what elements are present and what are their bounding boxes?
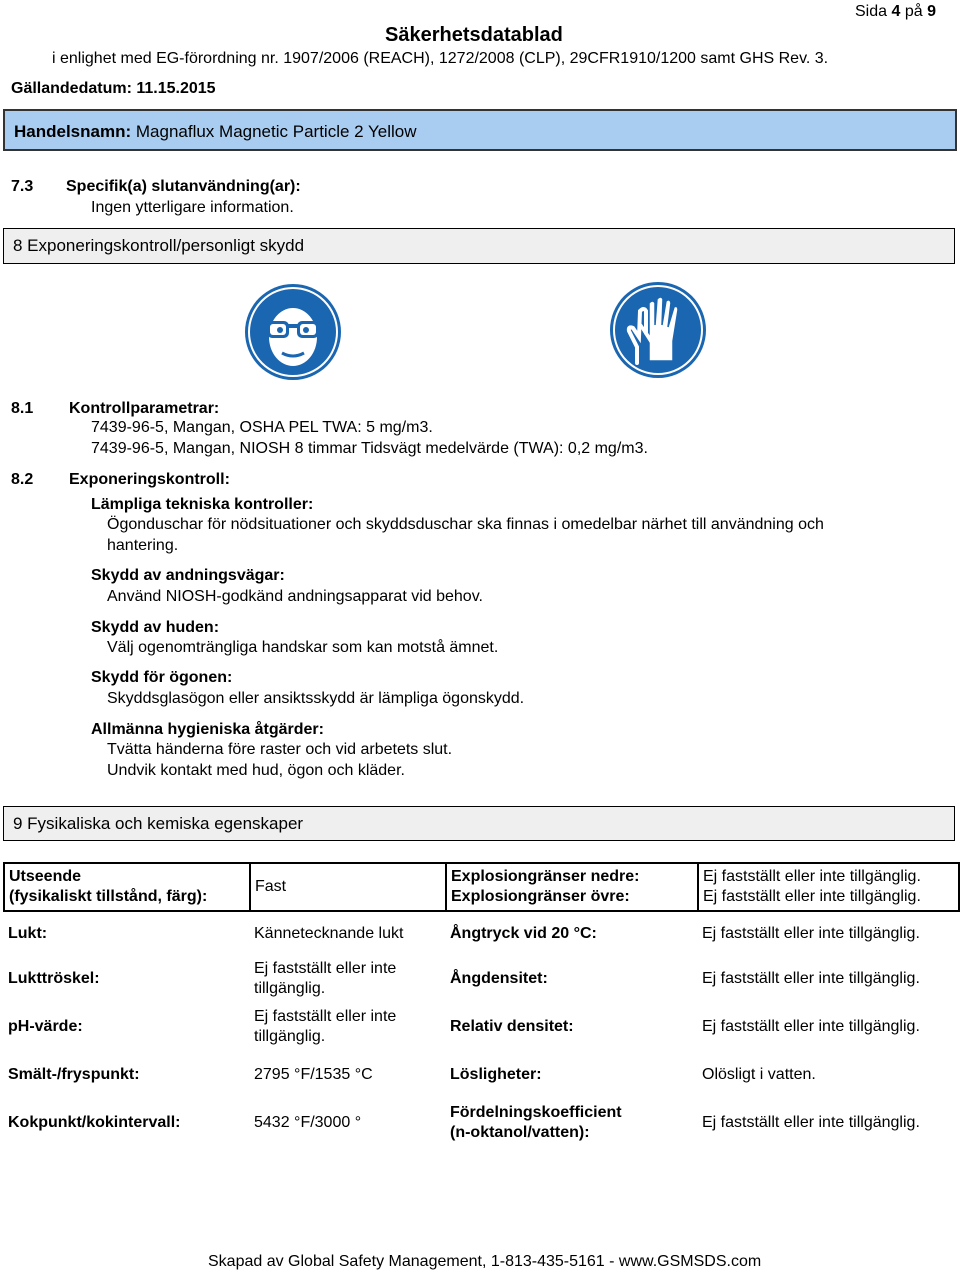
- partition-coefficient-value: Ej fastställt eller inte tillgänglig.: [702, 1114, 920, 1131]
- table-row: [4, 863, 959, 911]
- table-row: [4, 1051, 959, 1099]
- engineering-controls-title: Lämpliga tekniska kontroller:: [91, 496, 314, 513]
- page-total: 9: [927, 3, 936, 20]
- section-9-title: 9 Fysikaliska och kemiska egenskaper: [13, 814, 304, 833]
- section-8-header: [3, 228, 955, 264]
- vapor-density-label: Ångdensitet:: [450, 970, 548, 987]
- vapor-density-value: Ej fastställt eller inte tillgänglig.: [702, 970, 920, 987]
- appearance-label-line: Utseende: [9, 868, 82, 885]
- hygiene-text-cont: Undvik kontakt med hud, ögon och kläder.: [107, 762, 405, 779]
- vapor-pressure-label: Ångtryck vid 20 °C:: [450, 924, 597, 942]
- solubility-label: Lösligheter:: [450, 1066, 542, 1083]
- s7-3-text: Ingen ytterligare information.: [91, 199, 294, 216]
- protective-gloves-icon: [609, 281, 707, 379]
- partition-label-line: Fördelningskoefficient: [450, 1104, 622, 1121]
- ph-label: pH-värde:: [8, 1018, 83, 1035]
- table-row: [4, 1099, 959, 1147]
- odor-threshold-label: Lukttröskel:: [8, 970, 100, 987]
- s7-3-title: Specifik(a) slutanvändning(ar):: [66, 178, 301, 195]
- eye-protection-title: Skydd för ögonen:: [91, 669, 233, 686]
- regulation-line: i enlighet med EG-förordning nr. 1907/2006 (REACH), 1272/2008 (CLP), 29CFR1910/1200 samt GHS Rev. 3.: [52, 50, 829, 67]
- respiratory-title: Skydd av andningsvägar:: [91, 567, 285, 584]
- valid-date: [11, 80, 216, 98]
- partition-coefficient-label: [446, 1099, 698, 1147]
- valid-date-label: Gällandedatum:: [11, 80, 132, 97]
- table-row: [4, 911, 959, 955]
- page-current: 4: [891, 3, 901, 20]
- relative-density-label: Relativ densitet:: [450, 1018, 574, 1035]
- s8-1-title: Kontrollparametrar:: [69, 400, 220, 417]
- appearance-value: Fast: [250, 863, 446, 911]
- footer-text: Skapad av Global Safety Management, 1-813-435-5161 - www.GSMSDS.com: [208, 1253, 762, 1270]
- hygiene-title: Allmänna hygieniska åtgärder:: [91, 721, 324, 738]
- explosion-upper-value: Ej fastställt eller inte tillgänglig.: [703, 888, 921, 905]
- explosion-limits-label: [446, 863, 698, 911]
- s8-2-title: Exponeringskontroll:: [69, 471, 230, 488]
- odor-threshold-value: Ej fastställt eller inte tillgänglig.: [254, 960, 397, 997]
- trade-name-box: [3, 109, 957, 151]
- properties-table: [3, 862, 960, 1147]
- s8-2-number: 8.2: [11, 471, 34, 488]
- trade-name-value: Magnaflux Magnetic Particle 2 Yellow: [135, 122, 417, 141]
- explosion-limits-value: [698, 863, 959, 911]
- trade-name-label: Handelsnamn:: [14, 122, 132, 141]
- explosion-lower-label: Explosiongränser nedre:: [451, 868, 640, 885]
- page-separator: på: [904, 3, 923, 20]
- engineering-controls-text-cont: hantering.: [107, 537, 179, 554]
- ph-value: Ej fastställt eller inte tillgänglig.: [254, 1008, 397, 1045]
- s7-3-number: 7.3: [11, 178, 34, 195]
- table-row: [4, 1003, 959, 1051]
- odor-label: Lukt:: [8, 924, 48, 942]
- melting-point-label: Smält-/fryspunkt:: [8, 1066, 140, 1083]
- safety-goggles-icon: [244, 283, 342, 381]
- table-row: [4, 955, 959, 1003]
- page-prefix: Sida: [855, 3, 888, 20]
- boiling-point-label: Kokpunkt/kokintervall:: [8, 1114, 181, 1131]
- s8-1-line: 7439-96-5, Mangan, OSHA PEL TWA: 5 mg/m3.: [91, 419, 433, 436]
- partition-label-line: (n-oktanol/vatten):: [450, 1124, 590, 1141]
- engineering-controls-text: Ögonduschar för nödsituationer och skyddsduschar ska finnas i omedelbar närhet till användning och: [107, 516, 824, 533]
- odor-value: Kännetecknande lukt: [254, 924, 404, 942]
- skin-protection-title: Skydd av huden:: [91, 619, 220, 636]
- solubility-value: Olösligt i vatten.: [702, 1066, 816, 1083]
- s8-1-number: 8.1: [11, 400, 34, 417]
- explosion-upper-label: Explosiongränser övre:: [451, 888, 630, 905]
- s8-1-line: 7439-96-5, Mangan, NIOSH 8 timmar Tidsvägt medelvärde (TWA): 0,2 mg/m3.: [91, 440, 648, 457]
- document-title: Säkerhetsdatablad: [385, 24, 563, 46]
- eye-protection-text: Skyddsglasögon eller ansiktsskydd är lämpliga ögonskydd.: [107, 690, 525, 707]
- skin-protection-text: Välj ogenomträngliga handskar som kan motstå ämnet.: [107, 639, 499, 656]
- boiling-point-value: 5432 °F/3000 °: [254, 1114, 362, 1131]
- relative-density-value: Ej fastställt eller inte tillgänglig.: [702, 1018, 920, 1035]
- respiratory-text: Använd NIOSH-godkänd andningsapparat vid behov.: [107, 588, 483, 605]
- appearance-label: [4, 863, 250, 911]
- explosion-lower-value: Ej fastställt eller inte tillgänglig.: [703, 868, 921, 885]
- melting-point-value: 2795 °F/1535 °C: [254, 1066, 373, 1083]
- valid-date-value: 11.15.2015: [136, 80, 216, 97]
- vapor-pressure-value: Ej fastställt eller inte tillgänglig.: [702, 924, 920, 942]
- page-number: [855, 3, 936, 21]
- section-9-header: [3, 806, 955, 841]
- trade-name: [14, 122, 417, 142]
- hygiene-text: Tvätta händerna före raster och vid arbetets slut.: [107, 741, 453, 758]
- appearance-label-line: (fysikaliskt tillstånd, färg):: [9, 888, 208, 905]
- section-8-title: 8 Exponeringskontroll/personligt skydd: [13, 236, 305, 255]
